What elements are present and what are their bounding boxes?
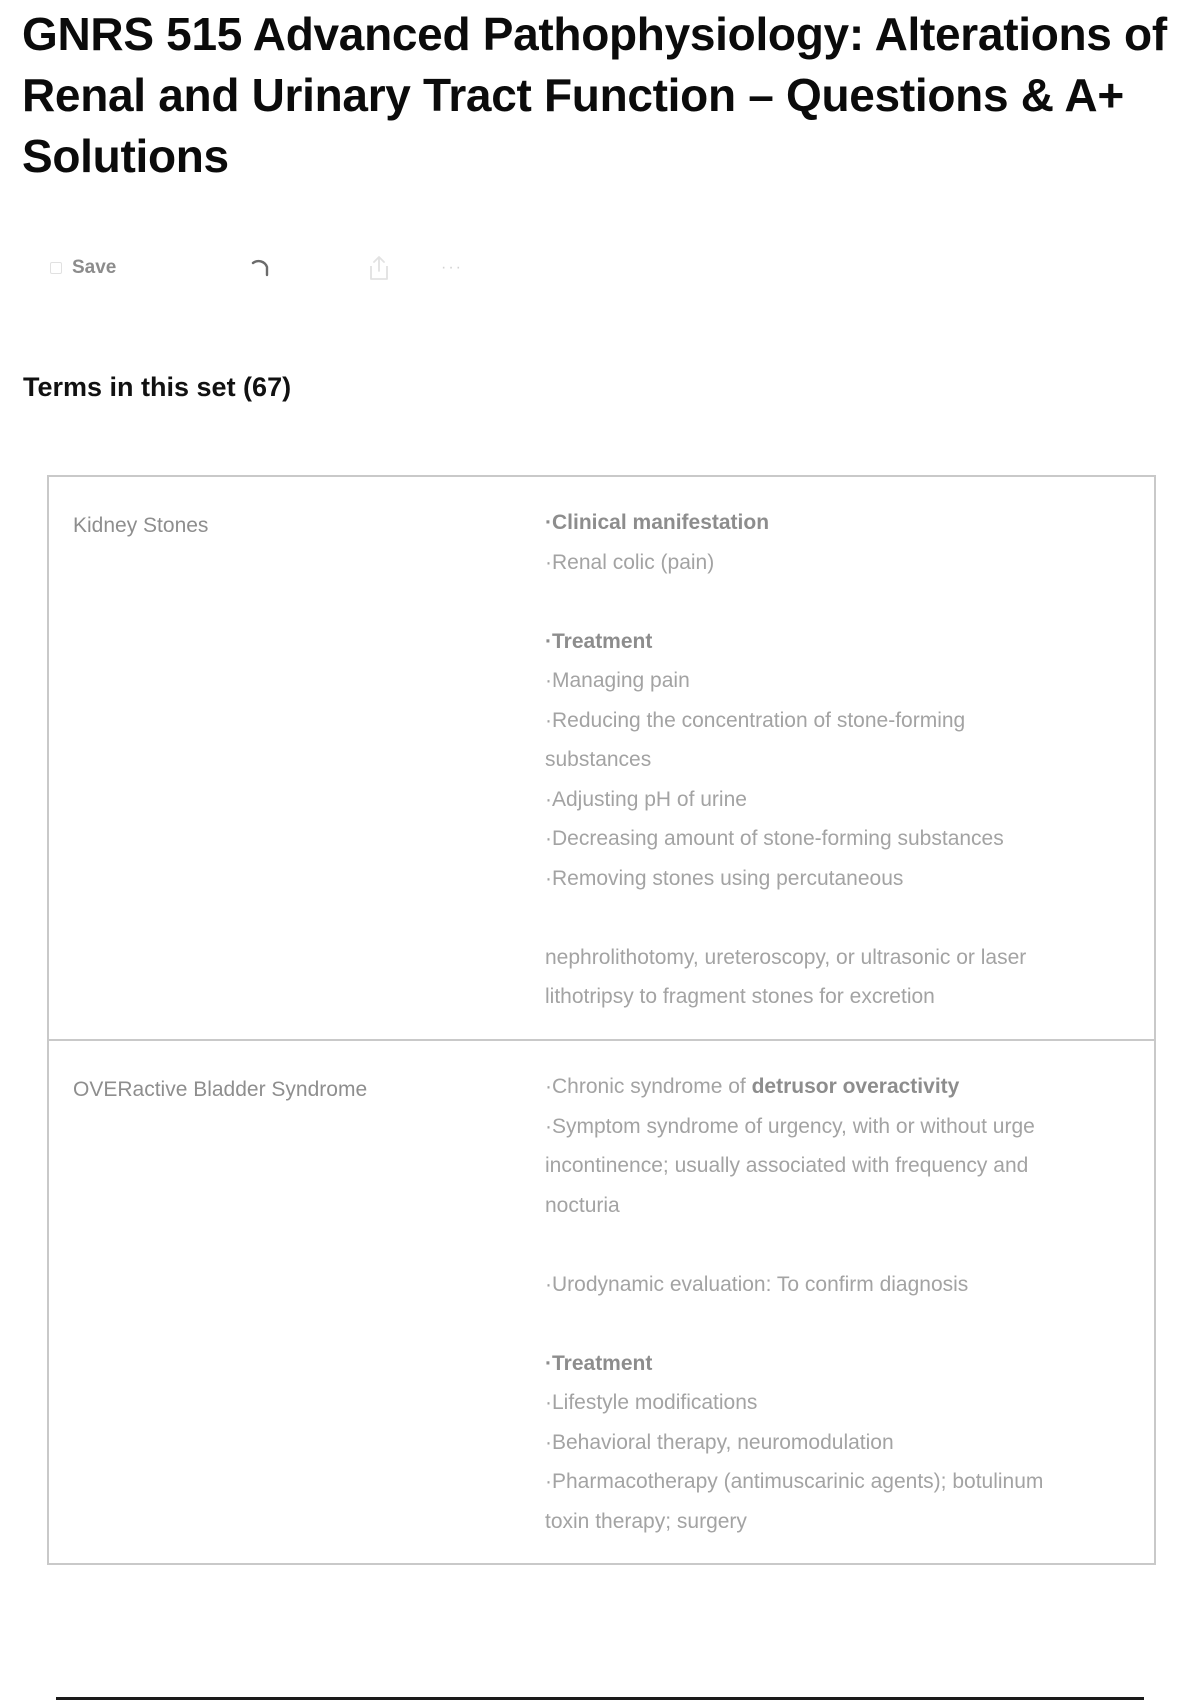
definition-heading: ·Treatment xyxy=(545,629,653,653)
loading-spinner-icon xyxy=(244,250,276,286)
definition-line: ·Urodynamic evaluation: To confirm diagnosis xyxy=(545,1272,969,1296)
terms-table xyxy=(47,475,1156,1565)
more-options-icon: ··· xyxy=(441,259,463,276)
terms-heading: Terms in this set (67) xyxy=(23,372,292,402)
definition-line: ·Removing stones using percutaneous xyxy=(545,866,904,890)
definition-line: nephrolithotomy, ureteroscopy, or ultrasonic or laser xyxy=(545,945,1027,969)
definition-line: ·Managing pain xyxy=(545,669,690,692)
definition-line: lithotripsy to fragment stones for excretion xyxy=(545,985,935,1008)
more-options-button[interactable] xyxy=(435,250,469,286)
definition-spacer xyxy=(545,1225,1145,1265)
page-title: GNRS 515 Advanced Pathophysiology: Alterations of Renal and Urinary Tract Function – Questions & A+ Solutions xyxy=(22,8,1167,182)
definition-spacer xyxy=(545,1304,1145,1344)
definition-line: ·Lifestyle modifications xyxy=(545,1391,758,1414)
definition-line: toxin therapy; surgery xyxy=(545,1509,747,1533)
definition-line: ·Decreasing amount of stone-forming substances xyxy=(545,827,1004,850)
definition-line: substances xyxy=(545,748,652,771)
definition-line: ·Reducing the concentration of stone-forming xyxy=(545,708,966,732)
term-definition xyxy=(545,503,1145,1017)
definition-spacer xyxy=(545,898,1145,938)
definition-spacer xyxy=(545,582,1145,622)
definition-heading: ·Clinical manifestation xyxy=(545,511,770,534)
term-definition xyxy=(545,1067,1145,1541)
definition-heading: ·Treatment xyxy=(545,1351,653,1375)
term-row xyxy=(49,477,1154,1039)
term-word: Kidney Stones xyxy=(73,514,209,537)
term-word: OVERactive Bladder Syndrome xyxy=(73,1078,368,1101)
definition-line: nocturia xyxy=(545,1193,620,1217)
definition-line: ·Symptom syndrome of urgency, with or without urge xyxy=(545,1114,1035,1138)
definition-line: ·Pharmacotherapy (antimuscarinic agents); botulinum xyxy=(545,1470,1044,1493)
definition-line: incontinence; usually associated with frequency and xyxy=(545,1154,1029,1177)
set-toolbar xyxy=(50,250,510,286)
definition-emphasis: detrusor overactivity xyxy=(751,1075,960,1098)
share-icon xyxy=(367,254,391,282)
definition-line: ·Chronic syndrome of detrusor overactivity xyxy=(545,1075,960,1098)
checkbox-icon xyxy=(50,262,62,274)
save-button[interactable] xyxy=(50,250,116,286)
share-button[interactable] xyxy=(364,250,394,286)
loading-spinner-icon-graphic xyxy=(247,255,273,281)
save-label: Save xyxy=(72,257,117,278)
definition-line: ·Renal colic (pain) xyxy=(545,550,715,574)
definition-line: ·Adjusting pH of urine xyxy=(545,787,747,811)
definition-line: ·Behavioral therapy, neuromodulation xyxy=(545,1430,894,1454)
term-row xyxy=(49,1039,1154,1563)
